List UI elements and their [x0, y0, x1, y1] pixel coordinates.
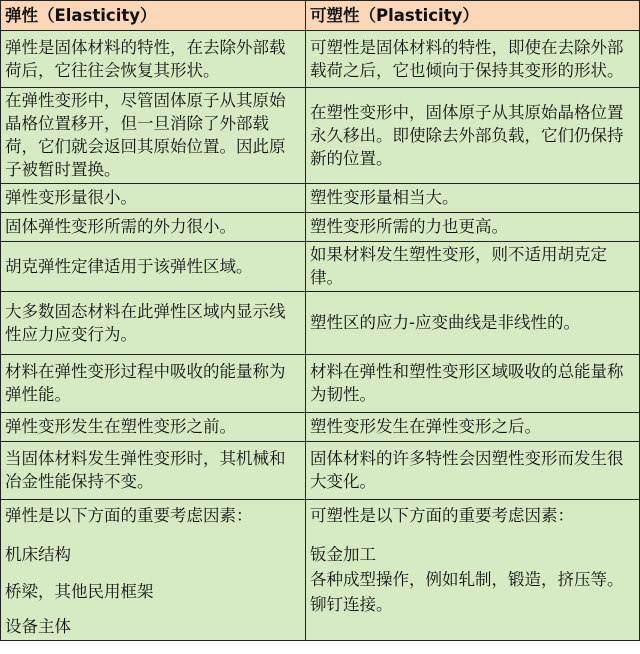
- cell-plasticity: 在塑性变形中，固体原子从其原始晶格位置永久移出。即使除去外部负载，它们仍保持新的位置。: [306, 88, 640, 184]
- cell-elasticity: 大多数固态材料在此弹性区域内显示线性应力应变行为。: [1, 292, 306, 355]
- cell-plasticity: 材料在弹性和塑性变形区域吸收的总能量称为韧性。: [306, 355, 640, 413]
- table-row: [1, 355, 640, 413]
- table-row: [1, 242, 640, 292]
- application-item: 铆钉连接。: [310, 595, 393, 614]
- table-row: [1, 500, 640, 641]
- application-item: 钣金加工: [310, 545, 376, 564]
- header-elasticity: 弹性（Elasticity）: [1, 1, 306, 31]
- cell-elasticity: 弹性变形量很小。: [1, 184, 306, 213]
- table-row: [1, 88, 640, 184]
- table-row: [1, 184, 640, 213]
- application-item: 各种成型操作，例如轧制，锻造，挤压等。: [310, 570, 624, 589]
- table-row: [1, 292, 640, 355]
- cell-plasticity: 塑性变形发生在弹性变形之后。: [306, 413, 640, 442]
- table-row: [1, 213, 640, 242]
- table-row: [1, 31, 640, 88]
- cell-elasticity: 弹性是固体材料的特性，在去除外部载荷后，它往往会恢复其形状。: [1, 31, 306, 88]
- header-plasticity: 可塑性（Plasticity）: [306, 1, 640, 31]
- application-item: 机床结构: [5, 545, 71, 564]
- header-row: [1, 1, 640, 31]
- application-item: 桥梁，其他民用框架: [5, 582, 154, 601]
- cell-plasticity: 塑性区的应力-应变曲线是非线性的。: [306, 292, 640, 355]
- applications-intro: 可塑性是以下方面的重要考虑因素：: [310, 506, 574, 525]
- cell-plasticity: 塑性变形所需的力也更高。: [306, 213, 640, 242]
- cell-plasticity: 塑性变形量相当大。: [306, 184, 640, 213]
- cell-elasticity-applications: [1, 500, 306, 641]
- cell-elasticity: 在弹性变形中，尽管固体原子从其原始晶格位置移开，但一旦消除了外部载荷，它们就会返回其原始位置。因此原子被暂时置换。: [1, 88, 306, 184]
- cell-elasticity: 弹性变形发生在塑性变形之前。: [1, 413, 306, 442]
- cell-elasticity: 固体弹性变形所需的外力很小。: [1, 213, 306, 242]
- cell-elasticity: 材料在弹性变形过程中吸收的能量称为弹性能。: [1, 355, 306, 413]
- table-row: [1, 442, 640, 500]
- cell-plasticity: 可塑性是固体材料的特性，即使在去除外部载荷之后，它也倾向于保持其变形的形状。: [306, 31, 640, 88]
- table-row: [1, 413, 640, 442]
- cell-plasticity-applications: [306, 500, 640, 641]
- application-item: 设备主体: [5, 617, 71, 636]
- cell-plasticity: 固体材料的许多特性会因塑性变形而发生很大变化。: [306, 442, 640, 500]
- cell-plasticity: 如果材料发生塑性变形，则不适用胡克定律。: [306, 242, 640, 292]
- cell-elasticity: 当固体材料发生弹性变形时，其机械和冶金性能保持不变。: [1, 442, 306, 500]
- cell-elasticity: 胡克弹性定律适用于该弹性区域。: [1, 242, 306, 292]
- applications-intro: 弹性是以下方面的重要考虑因素：: [5, 506, 253, 525]
